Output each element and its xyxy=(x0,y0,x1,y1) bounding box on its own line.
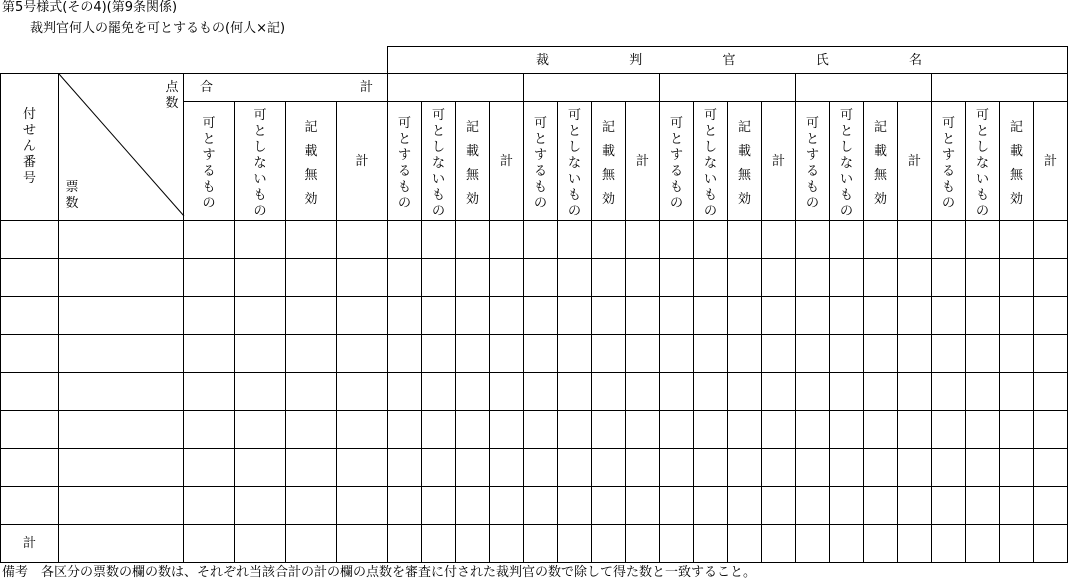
table-cell xyxy=(456,373,490,411)
table-cell xyxy=(796,221,830,259)
table-cell xyxy=(337,487,388,525)
table-cell xyxy=(422,487,456,525)
table-cell xyxy=(558,297,592,335)
table-cell xyxy=(728,297,762,335)
total-cell xyxy=(796,525,830,563)
col-sum: 計 xyxy=(490,102,524,221)
table-cell xyxy=(694,221,728,259)
table-cell xyxy=(592,297,626,335)
table-cell xyxy=(388,297,422,335)
table-cell xyxy=(626,297,660,335)
col-sum: 計 xyxy=(337,102,388,221)
table-cell xyxy=(830,373,864,411)
table-cell xyxy=(966,297,1000,335)
table-cell xyxy=(490,259,524,297)
table-cell xyxy=(558,449,592,487)
table-cell xyxy=(422,449,456,487)
table-cell xyxy=(286,221,337,259)
table-cell xyxy=(286,449,337,487)
table-cell xyxy=(864,221,898,259)
table-cell xyxy=(388,373,422,411)
table-cell xyxy=(286,335,337,373)
table-cell xyxy=(1,297,59,335)
table-cell xyxy=(966,411,1000,449)
table-cell xyxy=(796,487,830,525)
table-cell xyxy=(184,449,235,487)
table-cell xyxy=(830,297,864,335)
col-approve: 可 と す る も の xyxy=(388,102,422,221)
total-cell xyxy=(422,525,456,563)
table-cell xyxy=(728,411,762,449)
table-cell xyxy=(898,259,932,297)
table-cell xyxy=(1034,373,1068,411)
table-cell xyxy=(762,221,796,259)
table-cell xyxy=(796,411,830,449)
table-cell xyxy=(59,449,184,487)
table-cell xyxy=(1034,221,1068,259)
table-row xyxy=(1,297,1068,335)
table-row xyxy=(1,221,1068,259)
table-cell xyxy=(592,373,626,411)
table-cell xyxy=(184,297,235,335)
table-cell xyxy=(1,221,59,259)
table-cell xyxy=(388,411,422,449)
table-cell xyxy=(456,487,490,525)
table-cell xyxy=(422,259,456,297)
col-sum: 計 xyxy=(898,102,932,221)
table-cell xyxy=(762,297,796,335)
total-cell xyxy=(830,525,864,563)
table-cell xyxy=(422,335,456,373)
table-cell xyxy=(966,221,1000,259)
table-cell xyxy=(422,373,456,411)
table-cell xyxy=(762,335,796,373)
table-cell xyxy=(558,411,592,449)
table-cell xyxy=(898,373,932,411)
judge-2-name-cell xyxy=(524,74,660,102)
table-cell xyxy=(1000,259,1034,297)
table-cell xyxy=(524,449,558,487)
total-cell xyxy=(592,525,626,563)
table-cell xyxy=(184,487,235,525)
table-cell xyxy=(592,335,626,373)
table-cell xyxy=(1034,449,1068,487)
table-row xyxy=(1,487,1068,525)
col-sum: 計 xyxy=(626,102,660,221)
table-cell xyxy=(592,411,626,449)
col-approve: 可 と す る も の xyxy=(660,102,694,221)
table-row xyxy=(1,259,1068,297)
table-cell xyxy=(796,259,830,297)
table-cell xyxy=(388,221,422,259)
table-cell xyxy=(932,449,966,487)
table-cell xyxy=(660,221,694,259)
judge-1-name-cell xyxy=(388,74,524,102)
table-cell xyxy=(184,335,235,373)
table-cell xyxy=(235,335,286,373)
table-cell xyxy=(626,373,660,411)
table-cell xyxy=(660,411,694,449)
table-cell xyxy=(830,335,864,373)
table-cell xyxy=(337,373,388,411)
table-cell xyxy=(184,259,235,297)
table-cell xyxy=(337,411,388,449)
table-cell xyxy=(966,487,1000,525)
table-cell xyxy=(864,487,898,525)
blank-corner xyxy=(1,47,388,74)
table-cell xyxy=(1,487,59,525)
table-cell xyxy=(524,221,558,259)
total-cell xyxy=(932,525,966,563)
table-cell xyxy=(898,411,932,449)
table-cell xyxy=(728,335,762,373)
table-row xyxy=(1,335,1068,373)
total-cell xyxy=(864,525,898,563)
table-cell xyxy=(388,449,422,487)
table-row xyxy=(1,373,1068,411)
table-cell xyxy=(626,221,660,259)
total-cell xyxy=(524,525,558,563)
table-cell xyxy=(235,297,286,335)
table-cell xyxy=(932,335,966,373)
table-cell xyxy=(388,259,422,297)
table-cell xyxy=(1,411,59,449)
table-cell xyxy=(694,411,728,449)
col-invalid: 記 載 無 効 xyxy=(864,102,898,221)
table-cell xyxy=(660,297,694,335)
table-cell xyxy=(456,411,490,449)
table-cell xyxy=(694,487,728,525)
table-cell xyxy=(626,487,660,525)
table-cell xyxy=(59,297,184,335)
table-cell xyxy=(235,487,286,525)
col-not-approve: 可 と し な い も の xyxy=(966,102,1000,221)
table-cell xyxy=(864,259,898,297)
table-cell xyxy=(592,487,626,525)
table-cell xyxy=(422,297,456,335)
table-cell xyxy=(456,449,490,487)
table-cell xyxy=(762,373,796,411)
col-sum: 計 xyxy=(762,102,796,221)
table-cell xyxy=(1000,487,1034,525)
table-cell xyxy=(524,487,558,525)
table-cell xyxy=(59,411,184,449)
col-approve: 可 と す る も の xyxy=(524,102,558,221)
table-cell xyxy=(694,335,728,373)
table-cell xyxy=(694,259,728,297)
tally-table xyxy=(0,46,1068,563)
table-cell xyxy=(456,259,490,297)
table-cell xyxy=(1000,373,1034,411)
table-cell xyxy=(626,411,660,449)
table-cell xyxy=(524,373,558,411)
total-cell xyxy=(1000,525,1034,563)
table-cell xyxy=(422,411,456,449)
col-not-approve: 可 と し な い も の xyxy=(235,102,286,221)
table-cell xyxy=(1,259,59,297)
table-cell xyxy=(337,297,388,335)
table-cell xyxy=(235,373,286,411)
table-cell xyxy=(490,449,524,487)
total-cell xyxy=(337,525,388,563)
total-cell xyxy=(286,525,337,563)
table-cell xyxy=(728,259,762,297)
table-cell xyxy=(59,373,184,411)
table-cell xyxy=(59,335,184,373)
total-cell xyxy=(728,525,762,563)
table-cell xyxy=(1034,297,1068,335)
table-cell xyxy=(660,373,694,411)
table-cell xyxy=(592,259,626,297)
table-cell xyxy=(592,221,626,259)
table-cell xyxy=(59,221,184,259)
total-cell xyxy=(694,525,728,563)
table-cell xyxy=(830,411,864,449)
col-invalid: 記 載 無 効 xyxy=(1000,102,1034,221)
table-cell xyxy=(762,411,796,449)
grand-total-header: 合 計 xyxy=(184,74,388,102)
table-cell xyxy=(422,221,456,259)
table-cell xyxy=(558,487,592,525)
table-cell xyxy=(728,487,762,525)
total-cell xyxy=(184,525,235,563)
table-cell xyxy=(796,373,830,411)
table-cell xyxy=(524,335,558,373)
judge-4-name-cell xyxy=(796,74,932,102)
table-cell xyxy=(898,335,932,373)
table-cell xyxy=(966,449,1000,487)
table-cell xyxy=(456,221,490,259)
table-cell xyxy=(490,335,524,373)
table-cell xyxy=(286,259,337,297)
table-cell xyxy=(337,335,388,373)
col-invalid: 記 載 無 効 xyxy=(286,102,337,221)
table-cell xyxy=(660,335,694,373)
table-cell xyxy=(626,259,660,297)
table-cell xyxy=(286,411,337,449)
table-cell xyxy=(456,297,490,335)
table-cell xyxy=(490,487,524,525)
table-cell xyxy=(524,259,558,297)
table-cell xyxy=(558,373,592,411)
col-invalid: 記 載 無 効 xyxy=(592,102,626,221)
table-cell xyxy=(1,373,59,411)
table-cell xyxy=(235,411,286,449)
total-cell xyxy=(558,525,592,563)
judge-3-name-cell xyxy=(660,74,796,102)
table-cell xyxy=(1034,411,1068,449)
tag-number-header: 付 せ ん 番 号 xyxy=(1,74,59,221)
table-cell xyxy=(1034,335,1068,373)
col-invalid: 記 載 無 効 xyxy=(728,102,762,221)
table-cell xyxy=(490,373,524,411)
table-cell xyxy=(1000,335,1034,373)
table-cell xyxy=(966,335,1000,373)
table-cell xyxy=(235,449,286,487)
table-cell xyxy=(932,221,966,259)
total-cell xyxy=(235,525,286,563)
table-cell xyxy=(728,449,762,487)
total-cell xyxy=(1034,525,1068,563)
table-cell xyxy=(830,221,864,259)
col-not-approve: 可 と し な い も の xyxy=(558,102,592,221)
table-cell xyxy=(762,259,796,297)
table-cell xyxy=(932,259,966,297)
table-cell xyxy=(286,487,337,525)
form-subtitle: 裁判官何人の罷免を可とするもの(何人×記) xyxy=(30,21,286,36)
votes-label: 票 数 xyxy=(65,180,79,211)
judge-name-header: 裁 判 官 氏 名 xyxy=(388,47,1068,74)
col-invalid: 記 載 無 効 xyxy=(456,102,490,221)
total-cell xyxy=(660,525,694,563)
table-cell xyxy=(864,449,898,487)
total-cell xyxy=(898,525,932,563)
table-cell xyxy=(932,373,966,411)
table-cell xyxy=(59,487,184,525)
table-cell xyxy=(490,297,524,335)
table-row xyxy=(1,449,1068,487)
table-cell xyxy=(1034,259,1068,297)
table-cell xyxy=(864,411,898,449)
table-cell xyxy=(1000,411,1034,449)
table-cell xyxy=(626,335,660,373)
col-not-approve: 可 と し な い も の xyxy=(830,102,864,221)
table-cell xyxy=(184,373,235,411)
table-cell xyxy=(796,297,830,335)
table-cell xyxy=(694,373,728,411)
table-cell xyxy=(524,297,558,335)
table-cell xyxy=(626,449,660,487)
table-cell xyxy=(762,487,796,525)
col-approve: 可 と す る も の xyxy=(932,102,966,221)
table-cell xyxy=(932,487,966,525)
table-cell xyxy=(762,449,796,487)
table-cell xyxy=(660,487,694,525)
table-cell xyxy=(490,411,524,449)
table-cell xyxy=(864,335,898,373)
form-note: 備考 各区分の票数の欄の数は、それぞれ当該合計の計の欄の点数を審査に付された裁判官の数で除して得た数と一致すること。 xyxy=(2,565,757,580)
table-cell xyxy=(932,297,966,335)
table-cell xyxy=(1000,297,1034,335)
form-title: 第5号様式(その4)(第9条関係) xyxy=(2,0,178,15)
table-cell xyxy=(1,449,59,487)
total-cell xyxy=(626,525,660,563)
table-cell xyxy=(864,297,898,335)
col-not-approve: 可 と し な い も の xyxy=(422,102,456,221)
table-cell xyxy=(796,335,830,373)
table-cell xyxy=(966,373,1000,411)
table-cell xyxy=(456,335,490,373)
judge-5-name-cell xyxy=(932,74,1068,102)
table-cell xyxy=(592,449,626,487)
total-cell xyxy=(490,525,524,563)
table-cell xyxy=(830,487,864,525)
col-approve: 可 と す る も の xyxy=(796,102,830,221)
table-cell xyxy=(286,297,337,335)
table-cell xyxy=(1034,487,1068,525)
table-cell xyxy=(286,373,337,411)
table-cell xyxy=(830,259,864,297)
table-cell xyxy=(660,259,694,297)
table-cell xyxy=(558,259,592,297)
table-cell xyxy=(966,259,1000,297)
table-cell xyxy=(1000,221,1034,259)
table-cell xyxy=(728,221,762,259)
total-row xyxy=(1,525,1068,563)
table-cell xyxy=(1,335,59,373)
points-label: 点 数 xyxy=(165,80,179,111)
table-cell xyxy=(932,411,966,449)
points-votes-diagonal-header xyxy=(59,74,184,221)
total-cell xyxy=(966,525,1000,563)
table-cell xyxy=(235,259,286,297)
table-cell xyxy=(184,221,235,259)
col-sum: 計 xyxy=(1034,102,1068,221)
table-cell xyxy=(898,487,932,525)
table-cell xyxy=(864,373,898,411)
table-cell xyxy=(558,335,592,373)
table-cell xyxy=(728,373,762,411)
table-cell xyxy=(830,449,864,487)
table-cell xyxy=(524,411,558,449)
table-cell xyxy=(388,335,422,373)
table-row xyxy=(1,411,1068,449)
total-row-label: 計 xyxy=(1,525,59,563)
table-cell xyxy=(337,221,388,259)
col-approve: 可 と す る も の xyxy=(184,102,235,221)
col-not-approve: 可 と し な い も の xyxy=(694,102,728,221)
total-cell xyxy=(762,525,796,563)
table-cell xyxy=(337,259,388,297)
total-cell xyxy=(456,525,490,563)
table-cell xyxy=(898,221,932,259)
table-cell xyxy=(796,449,830,487)
table-cell xyxy=(694,449,728,487)
table-cell xyxy=(660,449,694,487)
table-cell xyxy=(490,221,524,259)
table-cell xyxy=(337,449,388,487)
table-cell xyxy=(184,411,235,449)
table-cell xyxy=(694,297,728,335)
table-cell xyxy=(388,487,422,525)
total-cell xyxy=(388,525,422,563)
table-cell xyxy=(898,449,932,487)
total-cell xyxy=(59,525,184,563)
table-cell xyxy=(59,259,184,297)
table-cell xyxy=(558,221,592,259)
table-cell xyxy=(898,297,932,335)
table-cell xyxy=(235,221,286,259)
table-cell xyxy=(1000,449,1034,487)
